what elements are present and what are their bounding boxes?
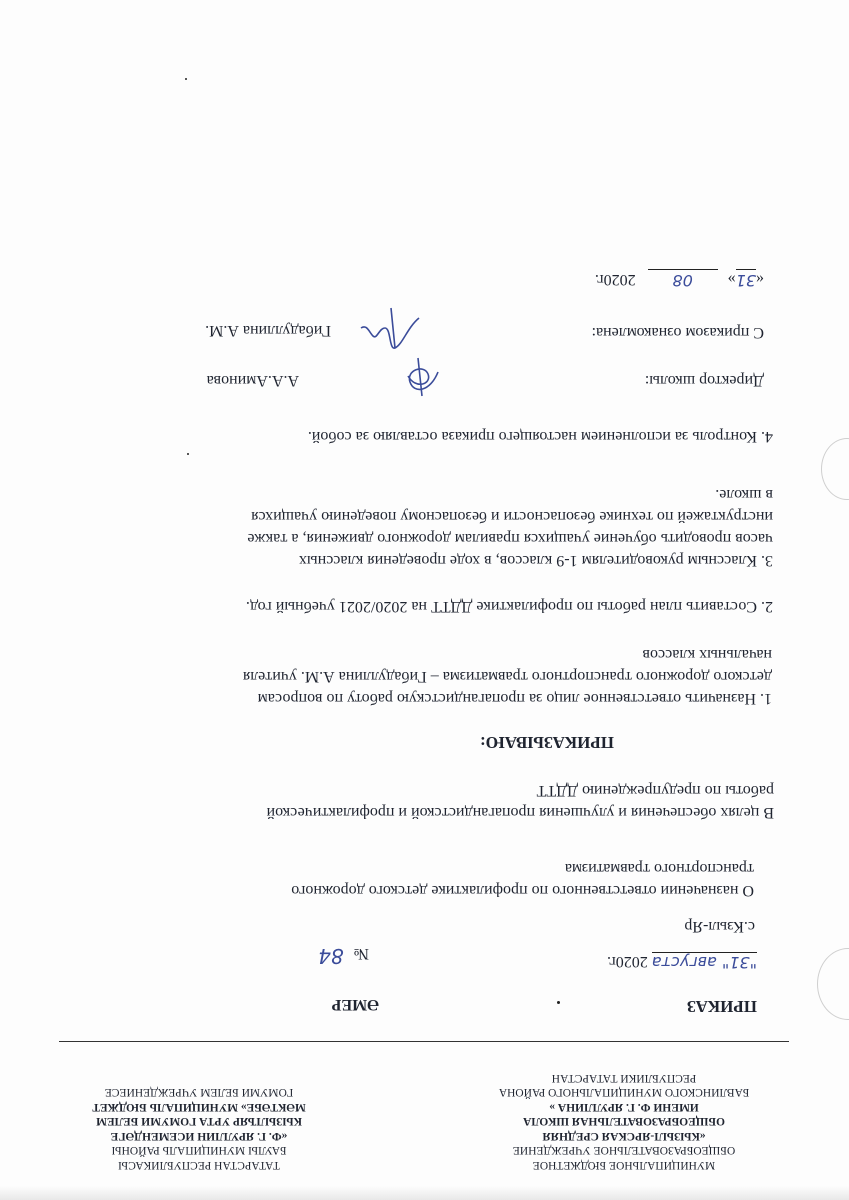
acquainted-signature <box>355 304 425 358</box>
order-number-value: 84 <box>318 944 344 968</box>
header-left-line: МУНИЦИПАЛЬНОЕ БЮДЖЕТНОЕ <box>532 1159 716 1171</box>
ack-date-year: 2020г. <box>594 271 636 288</box>
order-date-handwritten: "31" августа <box>651 953 757 972</box>
header-right-line: ГОМУМИ БЕЛЕМ УЧРЕЖДЕНИЕСЕ <box>104 1086 294 1099</box>
order-date <box>607 951 757 972</box>
header-left-line: «КЫЗЫЛ-ЯРСКАЯ СРЕДНЯЯ <box>542 1130 706 1142</box>
item-3-line: в школе. <box>715 486 773 503</box>
header-left-line: БАВЛИНСКОГО МУНИЦИПАЛЬНОГО РАЙОНА <box>498 1086 750 1099</box>
header-left-line: ИМЕНИ Ф. Г. ЯРУЛЛИНА » <box>549 1101 699 1113</box>
ack-date-close: » <box>727 271 736 288</box>
subject-line: О назначении ответственного по профилактике детского дорожного <box>291 882 754 899</box>
title-emer: ӘМЕР <box>331 996 379 1013</box>
header-rule <box>59 1041 789 1042</box>
scan-edge-mark <box>817 948 849 1020</box>
director-name: А.А.Аминова <box>206 372 299 389</box>
title-prikaz: ПРИКАЗ <box>687 997 757 1016</box>
item-3-line: 3. Классным руководителям 1-9 классов, в ходе проведения классных <box>298 552 773 569</box>
order-number-label: № <box>353 945 369 962</box>
header-right-block <box>49 1085 349 1172</box>
scan-speck <box>557 1001 560 1004</box>
subject-line: транспортного травматизма <box>564 860 754 877</box>
ack-date-month: 08 <box>648 269 718 290</box>
item-3-line: инструктажей по технике безопасности и безопасному поведению учащихся <box>251 508 773 525</box>
scan-speck <box>185 78 187 80</box>
order-date-year: 2020г. <box>607 953 648 970</box>
item-1-line: детского дорожного транспортного травматизма – Гибадуллина А.М. учителя <box>242 668 772 685</box>
header-right-line: «Ф. Г. ЯРУЛЛИН ИСЕМЕНДӘГЕ <box>110 1130 288 1142</box>
scan-shadow <box>0 1186 849 1200</box>
ack-date-open: « <box>756 271 764 288</box>
preamble-line: работы по предупреждению ДДТТ <box>536 782 774 799</box>
scan-edge-mark <box>821 438 849 500</box>
director-signature <box>400 356 444 402</box>
header-right-line: МӘКТӘБЕ» МУНИЦИПАЛЬ БЮДЖЕТ <box>92 1101 306 1113</box>
header-right-line: БАУЛЫ МУНИЦИПАЛЬ РАЙОНЫ <box>111 1144 287 1157</box>
order-word: ПРИКАЗЫВАЮ: <box>479 733 614 752</box>
header-left-line: РЕСПУБЛИКИ ТАТАРСТАН <box>551 1072 697 1084</box>
item-1-line: начальных классов <box>642 646 772 663</box>
header-right-line: ТАТАРСТАН РЕСПУБЛИКАСЫ <box>118 1159 280 1171</box>
header-left-block <box>459 1071 789 1173</box>
item-2-line: 2. Составить план работы по профилактике ДДТТ на 2020/2021 учебный год. <box>245 598 773 615</box>
item-1-line: 1. Назначить ответственное лицо за пропагандистскую работу по вопросам <box>257 690 772 707</box>
order-number <box>318 943 369 966</box>
acquainted-label: С приказом ознакомлена: <box>591 324 764 341</box>
header-right-line: КЫЗЫЛЪЯР УРТА ГОМУМИ БЕЛЕМ <box>96 1115 302 1128</box>
place-name: с.Кзыл-Яр <box>684 918 755 935</box>
scan-speck <box>187 453 189 455</box>
acquainted-name: Гибадуллина А.М. <box>205 322 331 339</box>
item-4-line: 4. Контроль за исполнением настоящего приказа оставляю за собой. <box>307 428 773 445</box>
item-3-line: часов проводить обучение учащихся правилам дорожного движения, а также <box>247 530 773 547</box>
ack-date <box>595 269 764 290</box>
ack-date-day: 31 <box>735 271 756 290</box>
header-left-line: ОБЩЕОБРАЗОВАТЕЛЬНОЕ УЧРЕЖДЕНИЕ <box>512 1144 736 1157</box>
preamble-line: В целях обеспечения и улучшения пропагандистской и профилактической <box>266 804 774 821</box>
header-left-line: ОБЩЕОБРАЗОВАТЕЛЬНАЯ ШКОЛА <box>523 1115 725 1128</box>
director-label: Директор школы: <box>644 372 764 389</box>
